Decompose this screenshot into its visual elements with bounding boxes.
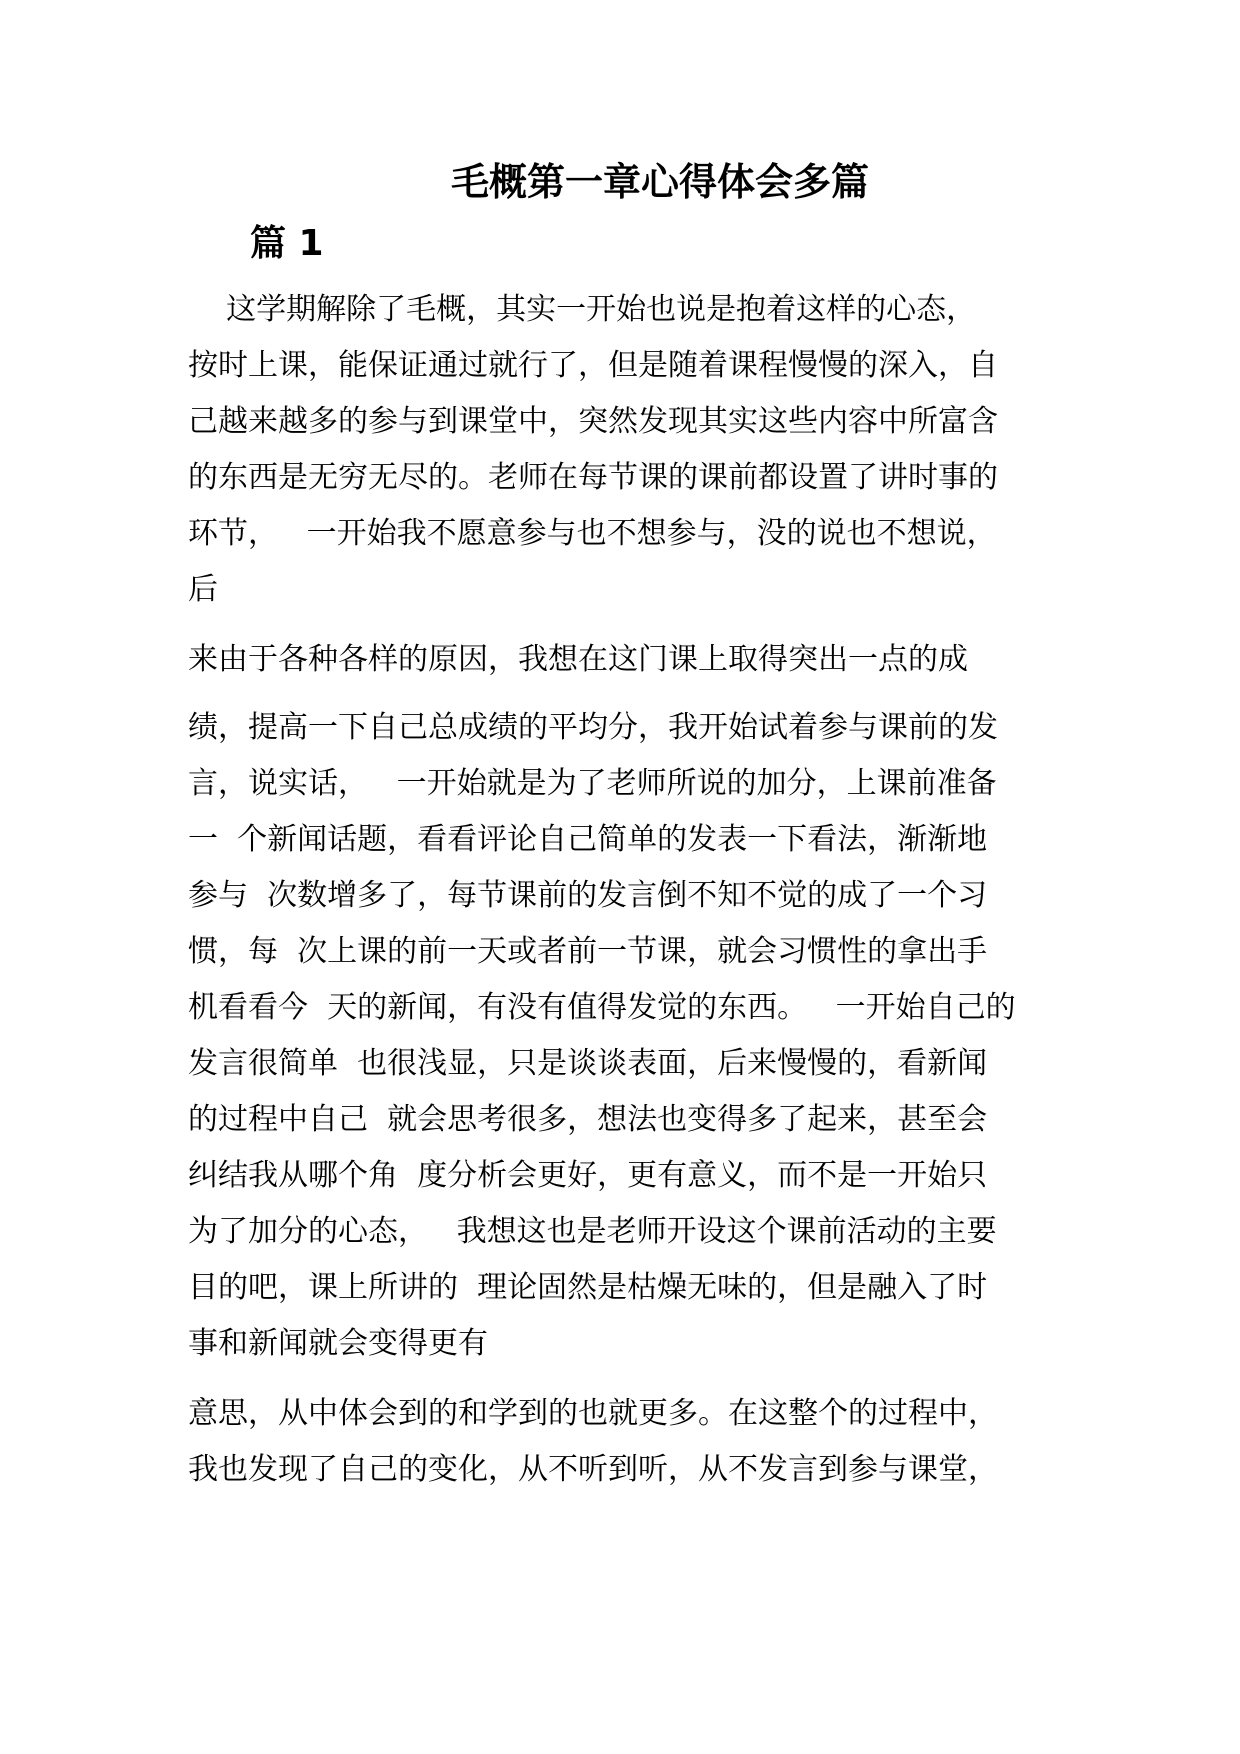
body-line: 一 个新闻话题，看看评论自己简单的发表一下看法，渐渐地 — [188, 822, 988, 857]
document-title: 毛概第一章心得体会多篇 — [450, 160, 869, 204]
body-line: 这学期解除了毛概，其实一开始也说是抱着这样的心态， — [188, 292, 977, 327]
body-line: 目的吧，课上所讲的 理论固然是枯燥无味的，但是融入了时 — [188, 1270, 988, 1305]
body-line: 机看看今 天的新闻，有没有值得发觉的东西。 一开始自己的 — [188, 990, 1016, 1025]
body-line: 发言很简单 也很浅显，只是谈谈表面，后来慢慢的，看新闻 — [188, 1046, 988, 1081]
body-line: 参与 次数增多了，每节课前的发言倒不知不觉的成了一个习 — [188, 878, 988, 913]
body-line: 的东西是无穷无尽的。老师在每节课的课前都设置了讲时事的 — [188, 460, 998, 495]
body-line: 为了加分的心态， 我想这也是老师开设这个课前活动的主要 — [188, 1214, 997, 1249]
body-line: 绩，提高一下自己总成绩的平均分，我开始试着参与课前的发 — [188, 710, 998, 745]
body-line: 纠结我从哪个角 度分析会更好，更有意义，而不是一开始只 — [188, 1158, 988, 1193]
body-line: 惯，每 次上课的前一天或者前一节课，就会习惯性的拿出手 — [188, 934, 988, 969]
body-line: 来由于各种各样的原因，我想在这门课上取得突出一点的成 — [188, 642, 968, 677]
body-line: 我也发现了自己的变化，从不听到听，从不发言到参与课堂， — [188, 1452, 998, 1487]
body-line: 言，说实话， 一开始就是为了老师所说的加分，上课前准备 — [188, 766, 997, 801]
body-line: 的过程中自己 就会思考很多，想法也变得多了起来，甚至会 — [188, 1102, 988, 1137]
body-line: 意思，从中体会到的和学到的也就更多。在这整个的过程中， — [188, 1396, 998, 1431]
section-heading: 篇 1 — [250, 223, 324, 264]
body-line: 事和新闻就会变得更有 — [188, 1326, 488, 1361]
body-line: 按时上课，能保证通过就行了，但是随着课程慢慢的深入，自 — [188, 348, 998, 383]
body-line: 环节， 一开始我不愿意参与也不想参与，没的说也不想说， — [188, 516, 997, 551]
body-line: 后 — [188, 572, 218, 607]
body-line: 己越来越多的参与到课堂中，突然发现其实这些内容中所富含 — [188, 404, 998, 439]
